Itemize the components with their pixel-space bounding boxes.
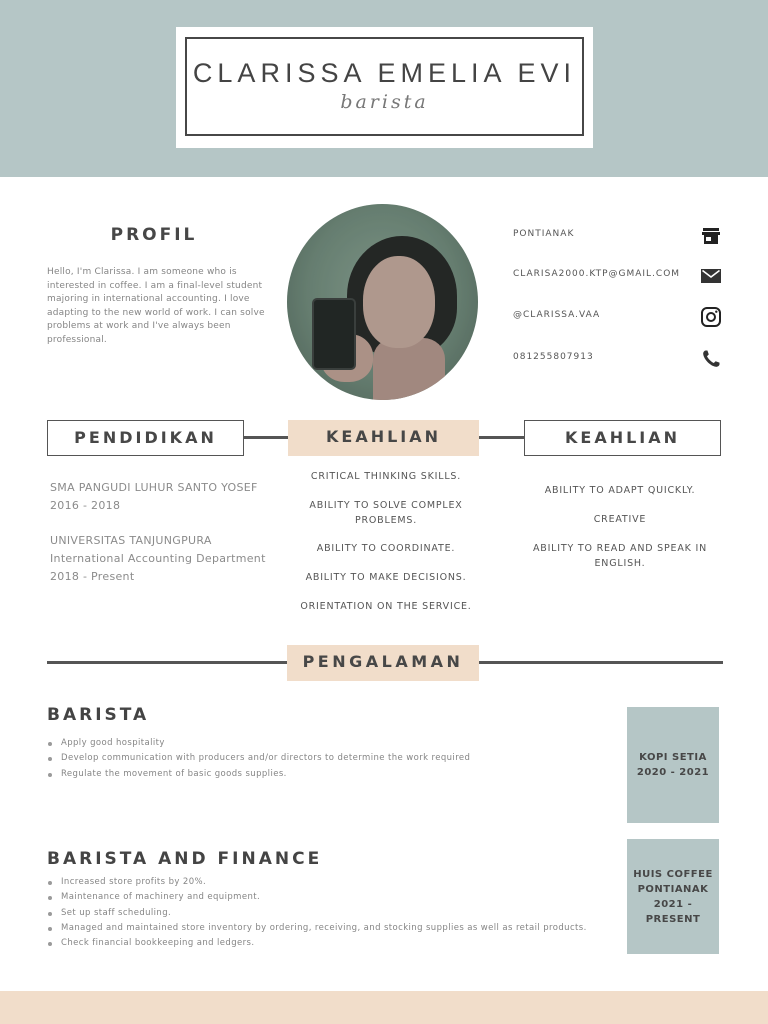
name-card <box>176 27 593 148</box>
job-title-subtitle: barista <box>340 91 429 113</box>
education-entry <box>50 479 290 515</box>
skills-heading-right: KEAHLIAN <box>524 420 721 456</box>
contact-instagram-text[interactable]: @CLARISSA.VAA <box>513 310 601 320</box>
list-item: Regulate the movement of basic goods supplies. <box>47 767 470 782</box>
job-place-box <box>627 707 719 823</box>
experience-heading: PENGALAMAN <box>287 645 479 681</box>
contact-phone-text[interactable]: 081255807913 <box>513 352 594 362</box>
job-place: KOPI SETIA <box>639 752 707 763</box>
contact-instagram <box>513 305 723 329</box>
education-years: 2018 - Present <box>50 570 135 583</box>
skill-item: ABILITY TO MAKE DECISIONS. <box>305 572 467 583</box>
connector-left <box>244 436 289 439</box>
list-item: Apply good hospitality <box>47 736 470 751</box>
skill-item: CRITICAL THINKING SKILLS. <box>310 471 462 482</box>
footer-band <box>0 991 768 1024</box>
job-title: BARISTA <box>47 705 150 725</box>
connector-right <box>479 436 524 439</box>
job-years: 2021 - PRESENT <box>645 898 701 925</box>
full-name: CLARISSA EMELIA EVI <box>192 58 577 88</box>
education-school: SMA PANGUDI LUHUR SANTO YOSEF <box>50 481 258 494</box>
contact-email <box>513 264 723 288</box>
skill-item: ABILITY TO COORDINATE. <box>316 543 456 554</box>
job-place-box <box>627 839 719 954</box>
education-years: 2016 - 2018 <box>50 499 121 512</box>
job-title: BARISTA AND FINANCE <box>47 849 323 869</box>
job-bullets <box>47 736 470 782</box>
education-school: UNIVERSITAS TANJUNGPURA <box>50 534 212 547</box>
list-item: Maintenance of machinery and equipment. <box>47 890 587 905</box>
job-place: HUIS COFFEE <box>633 868 713 880</box>
education-department: International Accounting Department <box>50 552 266 565</box>
skills-heading-center: KEAHLIAN <box>288 420 479 456</box>
contact-email-text[interactable]: CLARISA2000.KTP@GMAIL.COM <box>513 269 681 279</box>
list-item: Check financial bookkeeping and ledgers. <box>47 936 587 951</box>
list-item: Managed and maintained store inventory by ordering, receiving, and stocking supplies as well as retail products. <box>47 921 587 936</box>
store-icon <box>699 224 723 248</box>
profile-heading: PROFIL <box>110 225 198 245</box>
instagram-icon <box>699 305 723 329</box>
list-item: Set up staff scheduling. <box>47 906 587 921</box>
profile-photo <box>287 204 478 400</box>
job-bullets <box>47 875 587 951</box>
skill-item: ABILITY TO ADAPT QUICKLY. <box>544 485 696 496</box>
skill-item: CREATIVE <box>593 514 647 525</box>
list-item: Develop communication with producers and/or directors to determine the work required <box>47 751 470 766</box>
skill-item: ABILITY TO READ AND SPEAK IN ENGLISH. <box>532 543 708 569</box>
education-entry <box>50 532 290 586</box>
education-heading: PENDIDIKAN <box>47 420 244 456</box>
contact-location <box>513 224 723 248</box>
job-years: 2020 - 2021 <box>636 767 710 778</box>
skill-item: ORIENTATION ON THE SERVICE. <box>300 601 472 612</box>
mail-icon <box>699 264 723 288</box>
contact-location-text: PONTIANAK <box>513 229 575 239</box>
skill-item: ABILITY TO SOLVE COMPLEX PROBLEMS. <box>309 500 463 526</box>
profile-text: Hello, I'm Clarissa. I am someone who is interested in coffee. I am a final-level student majoring in international accounting. I love adapting to the new world of work. I can solve problems at work and I've always been professional. <box>47 267 265 345</box>
contact-phone <box>513 347 723 371</box>
name-frame <box>185 37 584 136</box>
job-place: PONTIANAK <box>637 883 709 895</box>
list-item: Increased store profits by 20%. <box>47 875 587 890</box>
phone-icon <box>699 347 723 371</box>
